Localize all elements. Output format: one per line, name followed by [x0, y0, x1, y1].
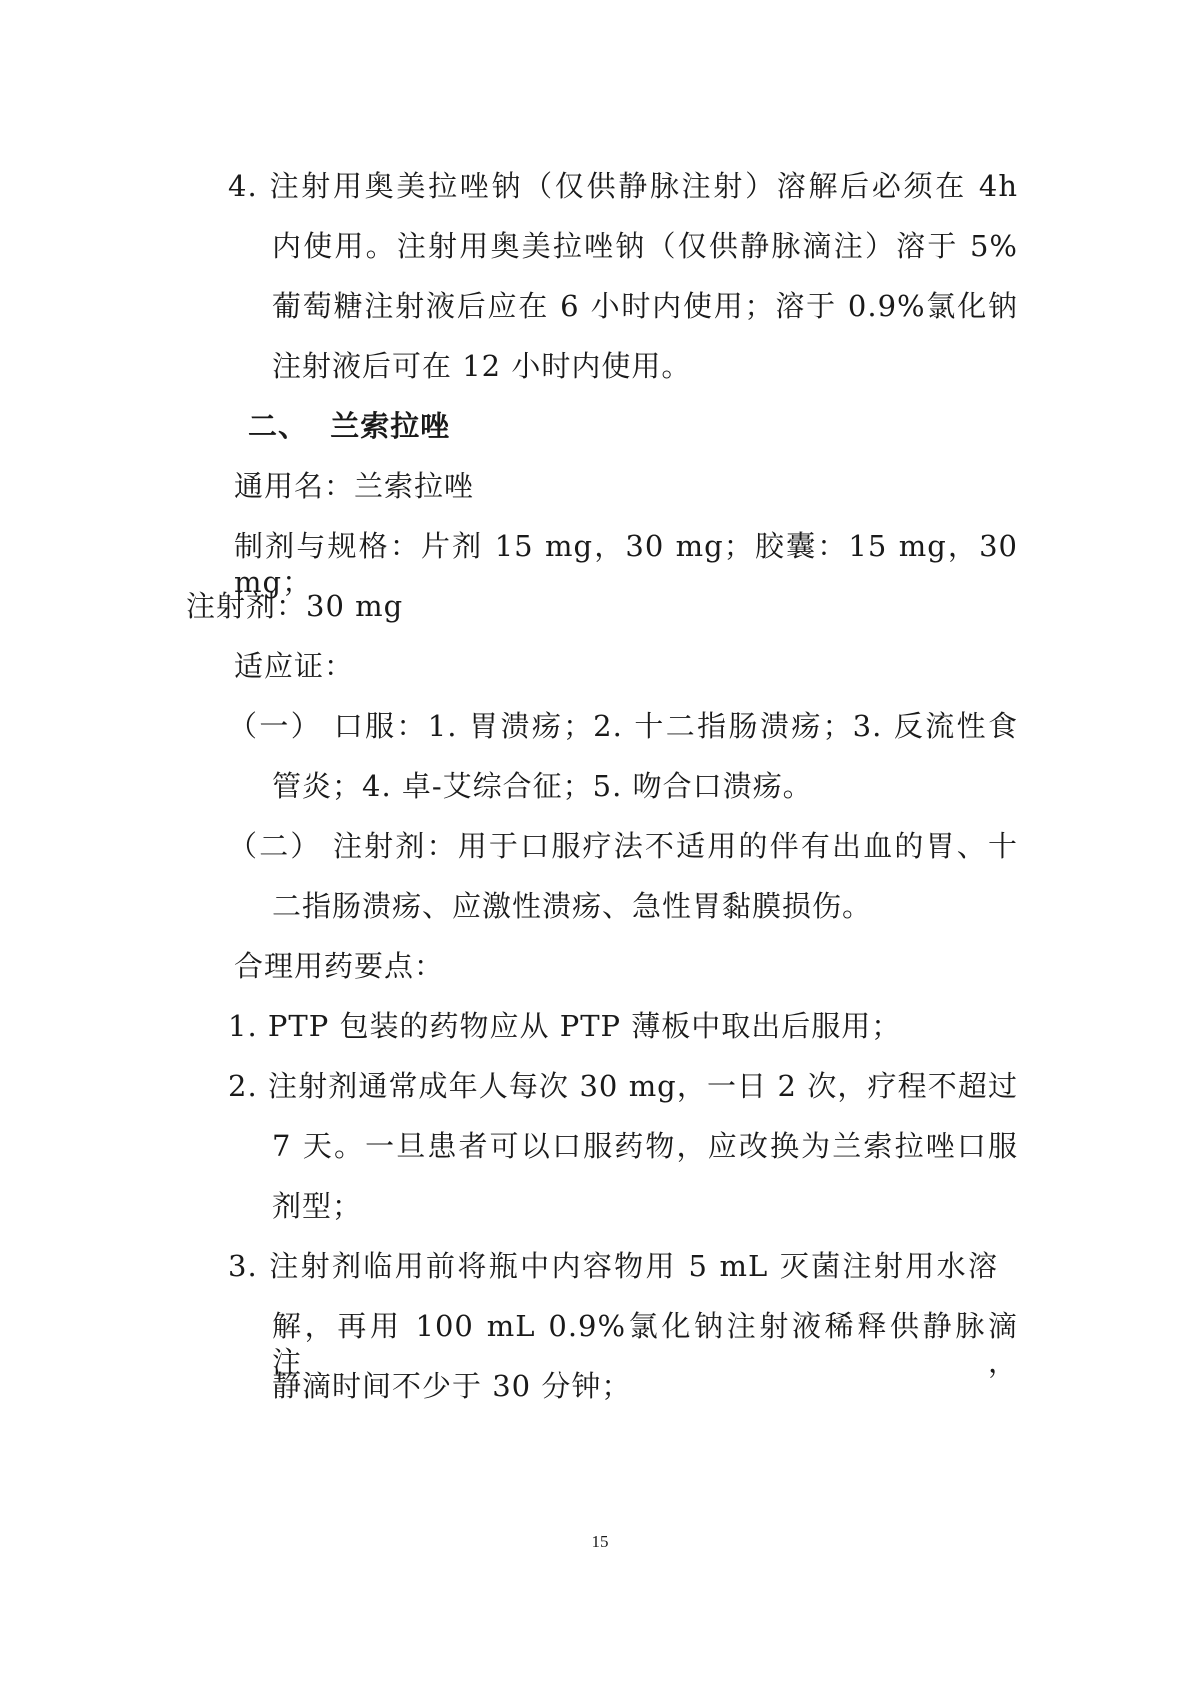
spec-line1: 制剂与规格：片剂 15 mg，30 mg；胶囊：15 mg，30 mg；: [234, 529, 1018, 599]
indications-label: 适应证：: [234, 649, 355, 683]
point2-line3: 剂型；: [272, 1189, 363, 1223]
page-number: 15: [591, 1532, 609, 1551]
injection-indication-line2: 二指肠溃疡、应激性溃疡、急性胃黏膜损伤。: [272, 889, 873, 923]
item4-line1: 4. 注射用奥美拉唑钠（仅供静脉注射）溶解后必须在 4h: [228, 169, 1018, 203]
key-points-label: 合理用药要点：: [234, 949, 445, 983]
section-heading: 二、 兰索拉唑: [248, 409, 451, 443]
injection-indication-line1: （二） 注射剂：用于口服疗法不适用的伴有出血的胃、十: [228, 829, 1018, 863]
item4-line2: 内使用。注射用奥美拉唑钠（仅供静脉滴注）溶于 5%: [272, 229, 1018, 263]
point1: 1. PTP 包装的药物应从 PTP 薄板中取出后服用；: [228, 1009, 902, 1043]
point3-line3: 静滴时间不少于 30 分钟；: [272, 1369, 632, 1403]
item4-line3: 葡萄糖注射液后应在 6 小时内使用；溶于 0.9%氯化钠: [272, 289, 1018, 323]
point3-line1: 3. 注射剂临用前将瓶中内容物用 5 mL 灭菌注射用水溶: [228, 1249, 998, 1283]
oral-indication-line1: （一） 口服：1. 胃溃疡；2. 十二指肠溃疡；3. 反流性食: [228, 709, 1018, 743]
spec-line2: 注射剂：30 mg: [186, 589, 404, 623]
item4-line4: 注射液后可在 12 小时内使用。: [272, 349, 692, 383]
generic-name: 通用名：兰索拉唑: [234, 469, 475, 503]
point2-line2: 7 天。一旦患者可以口服药物，应改换为兰索拉唑口服: [272, 1129, 1018, 1163]
oral-indication-line2: 管炎；4. 卓-艾综合征；5. 吻合口溃疡。: [272, 769, 813, 803]
point2-line1: 2. 注射剂通常成年人每次 30 mg，一日 2 次，疗程不超过: [228, 1069, 1018, 1103]
point3-line2: 解，再用 100 mL 0.9%氯化钠注射液稀释供静脉滴注，: [272, 1309, 1018, 1379]
